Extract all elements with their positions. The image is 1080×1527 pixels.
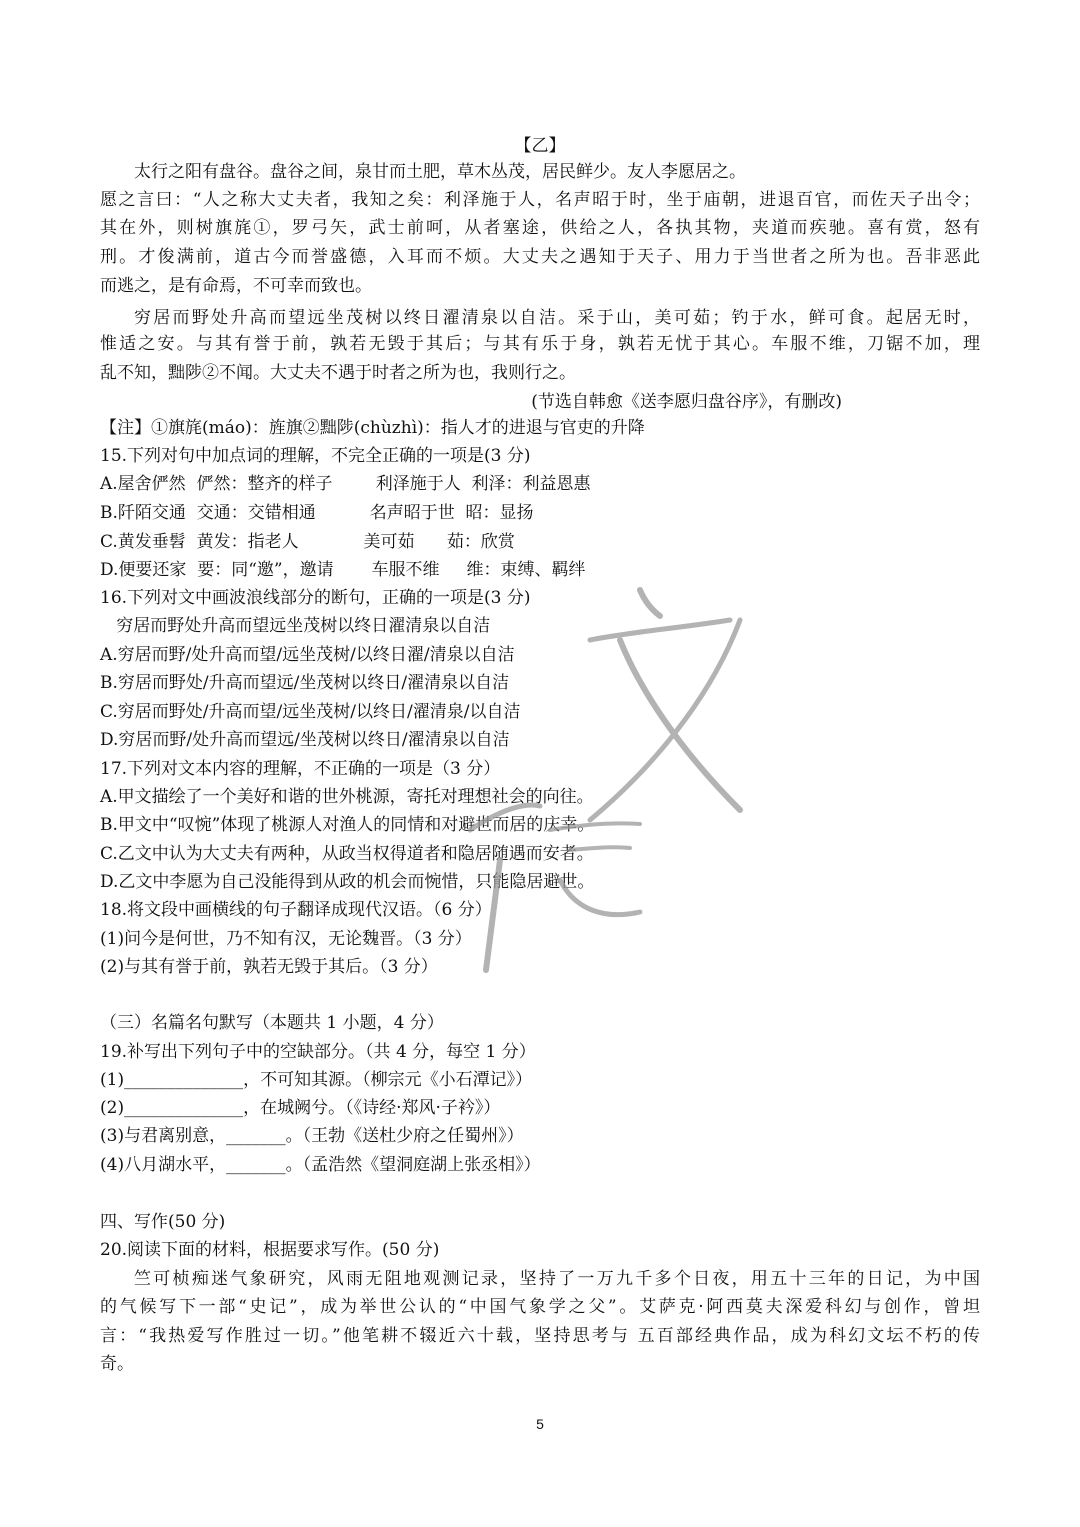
question-line: D.穷居而野/处升高而望远/坐茂树以终日/濯清泉以自洁 (100, 730, 510, 750)
question-line: C.黄发垂髫 黄发：指老人 美可茹 茹：欣赏 (100, 532, 515, 552)
passage-line: 愿之言曰：“人之称大丈夫者，我知之矣：利泽施于人，名声昭于时，坐于庙朝，进退百官，而佐天子出令； (100, 190, 980, 210)
question-line: B.阡陌交通 交通：交错相通 名声昭于世 昭：显扬 (100, 503, 534, 523)
fill-blank-item: (3)与君离别意，_______。（王勃《送杜少府之任蜀州》） (100, 1126, 524, 1146)
material-line: 的气候写下一部“史记”，成为举世公认的“中国气象学之父”。艾萨克·阿西莫夫深爱科幻与创作，曾坦 (100, 1297, 980, 1317)
fill-blank-item: (2)______________，在城阙兮。（《诗经·郑风·子衿》） (100, 1098, 501, 1118)
question-line: 19.补写出下列句子中的空缺部分。（共 4 分，每空 1 分） (100, 1042, 536, 1062)
passage-line: 乱不知，黜陟②不闻。大丈夫不遇于时者之所为也，我则行之。 (100, 363, 576, 383)
passage-line: 其在外，则树旗旄①，罗弓矢，武士前呵，从者塞途，供给之人，各执其物，夹道而疾驰。喜有赏，怒有 (100, 218, 980, 238)
material-line: 奇。 (100, 1354, 134, 1374)
source-citation: (节选自韩愈《送李愿归盘谷序》，有删改) (531, 392, 842, 412)
section-heading: （三）名篇名句默写（本题共 1 小题，4 分） (100, 1013, 444, 1033)
question-line: 16.下列对文中画波浪线部分的断句，正确的一项是(3 分) (100, 588, 531, 608)
page-number: 5 (536, 1416, 544, 1432)
question-line: A.甲文描绘了一个美好和谐的世外桃源，寄托对理想社会的向往。 (100, 787, 594, 807)
question-line: 17.下列对文本内容的理解，不正确的一项是（3 分） (100, 759, 501, 779)
passage-line: 而逃之，是有命焉，不可幸而致也。 (100, 276, 372, 296)
question-line: 穷居而野处升高而望远坐茂树以终日濯清泉以自洁 (100, 616, 491, 636)
question-line: 15.下列对句中加点词的理解，不完全正确的一项是(3 分) (100, 446, 531, 466)
question-line: (1)问今是何世，乃不知有汉，无论魏晋。（3 分） (100, 929, 472, 949)
question-line: D.便要还家 要：同“邀”，邀请 车服不维 维：束缚、羁绊 (100, 560, 586, 580)
passage-line: 刑。才俊满前，道古今而誉盛德，入耳而不烦。大丈夫之遇知于天子、用力于当世者之所为也。吾非恶此 (100, 247, 980, 267)
annotation-note: 【注】①旗旄(máo)：旌旗②黜陟(chùzhì)：指人才的进退与官吏的升降 (100, 418, 645, 438)
material-line: 言：“我热爱写作胜过一切。”他笔耕不辍近六十载，坚持思考与 五百部经典作品，成为科幻文坛不朽的传 (100, 1326, 980, 1346)
material-line: 竺可桢痴迷气象研究，风雨无阻地观测记录，坚持了一万九千多个日夜，用五十三年的日记，为中国 (134, 1269, 980, 1289)
question-line: C.乙文中认为大丈夫有两种，从政当权得道者和隐居随遇而安者。 (100, 844, 594, 864)
question-line: (2)与其有誉于前，孰若无毁于其后。（3 分） (100, 957, 438, 977)
question-line: B.甲文中“叹惋”体现了桃源人对渔人的同情和对避世而居的庆幸。 (100, 815, 595, 835)
question-line: A.屋舍俨然 俨然：整齐的样子 利泽施于人 利泽：利益恩惠 (100, 474, 591, 494)
fill-blank-item: (4)八月湖水平，_______。（孟浩然《望洞庭湖上张丞相》） (100, 1155, 541, 1175)
question-line: 20.阅读下面的材料，根据要求写作。(50 分) (100, 1240, 440, 1260)
question-line: D.乙文中李愿为自己没能得到从政的机会而惋惜，只能隐居避世。 (100, 872, 595, 892)
passage-line-wavy: 穷居而野处升高而望远坐茂树以终日濯清泉以自洁。采于山，美可茹；钓于水，鲜可食。起居无时， (134, 308, 980, 328)
passage-paragraph-1: 太行之阳有盘谷。盘谷之间，泉甘而土肥，草木丛茂，居民鲜少。友人李愿居之。 (134, 162, 746, 182)
question-line: B.穷居而野处/升高而望远/坐茂树以终日/濯清泉以自洁 (100, 673, 510, 693)
question-line: 18.将文段中画横线的句子翻译成现代汉语。（6 分） (100, 900, 492, 920)
passage-title: 【乙】 (514, 136, 566, 156)
passage-line: 惟适之安。与其有誉于前，孰若无毁于其后；与其有乐于身，孰若无忧于其心。车服不维，刀锯不加，理 (100, 334, 980, 354)
question-line: A.穷居而野/处升高而望/远坐茂树/以终日濯/清泉以自洁 (100, 645, 515, 665)
question-line: C.穷居而野处/升高而望/远坐茂树/以终日/濯清泉/以自洁 (100, 702, 521, 722)
section-heading: 四、写作(50 分) (100, 1212, 226, 1232)
fill-blank-item: (1)______________，不可知其源。（柳宗元《小石潭记》） (100, 1070, 533, 1090)
